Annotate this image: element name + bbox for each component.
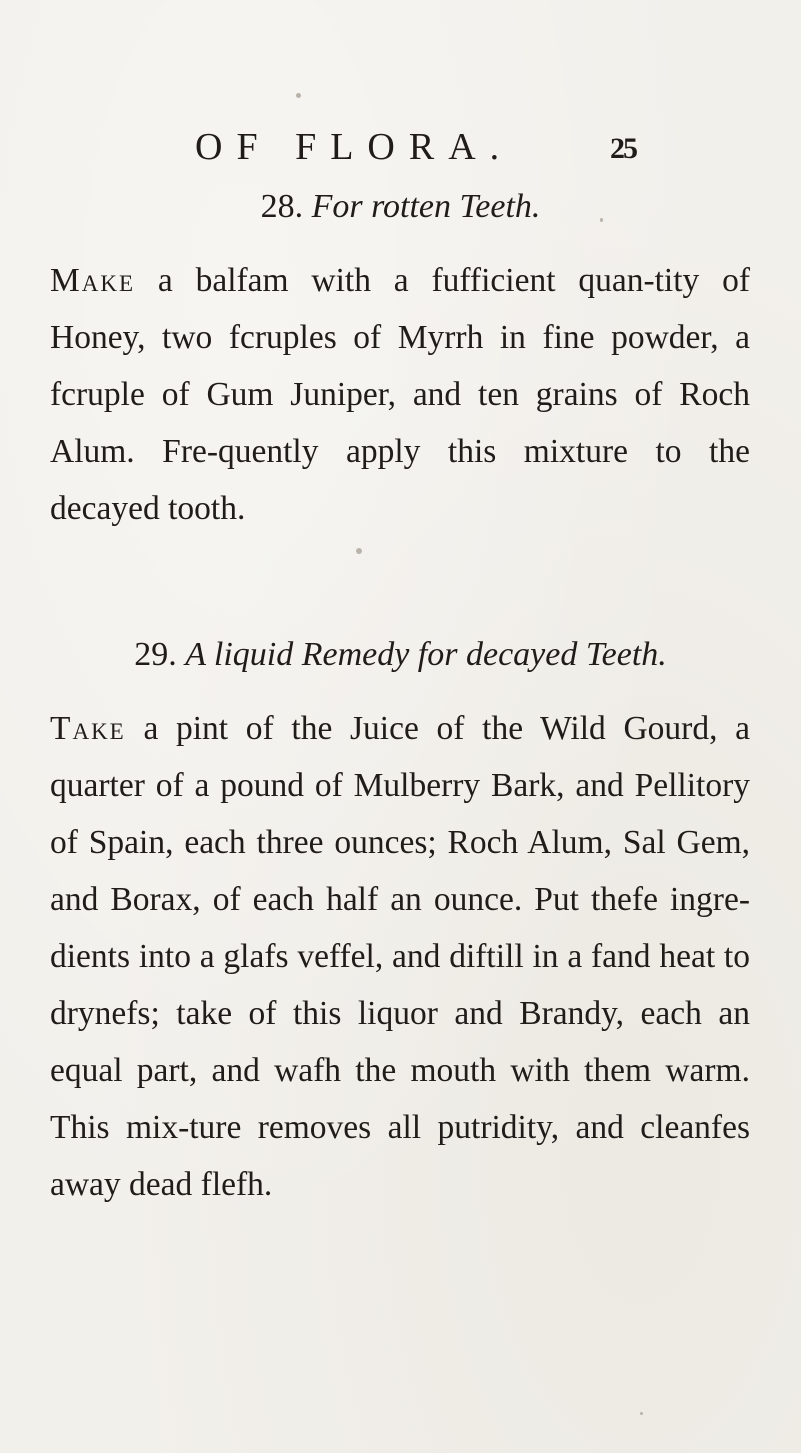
section-heading [0, 185, 801, 229]
section-number: 29. [134, 636, 177, 673]
section-title: A liquid Remedy for decayed Teeth. [185, 636, 667, 673]
paragraph-text: a balfam with a fufficient quan-tity of Honey, two fcruples of Myrrh in fine powder, a fcruple of Gum Juniper, and ten grains of Roch Alum. Fre-quently apply this mixture to the decayed tooth. [50, 262, 750, 527]
lead-word: Make [50, 262, 136, 299]
running-head [0, 125, 801, 175]
section-body [50, 252, 750, 537]
section-title: For rotten Teeth. [311, 188, 541, 225]
running-title: OF FLORA. [195, 126, 514, 168]
paper-speck [296, 93, 301, 98]
section-body [50, 700, 750, 1213]
paper-speck [640, 1412, 643, 1415]
paper-speck [356, 548, 362, 554]
page-number: 25 [610, 132, 636, 165]
section-heading [0, 633, 801, 677]
paragraph-text: a pint of the Juice of the Wild Gourd, a quarter of a pound of Mulberry Bark, and Pellitory of Spain, each three ounces; Roch Alum, Sal Gem, and Borax, of each half an ounce. Put thefe ingre-dients into a glafs veffel, and diftill in a fand heat to drynefs; take of this liquor and Brandy, each an equal part, and wafh the mouth with them warm. This mix-ture removes all putridity, and cleanfes away dead flefh. [50, 710, 751, 1203]
section-number: 28. [260, 188, 304, 225]
lead-word: Take [50, 710, 126, 747]
